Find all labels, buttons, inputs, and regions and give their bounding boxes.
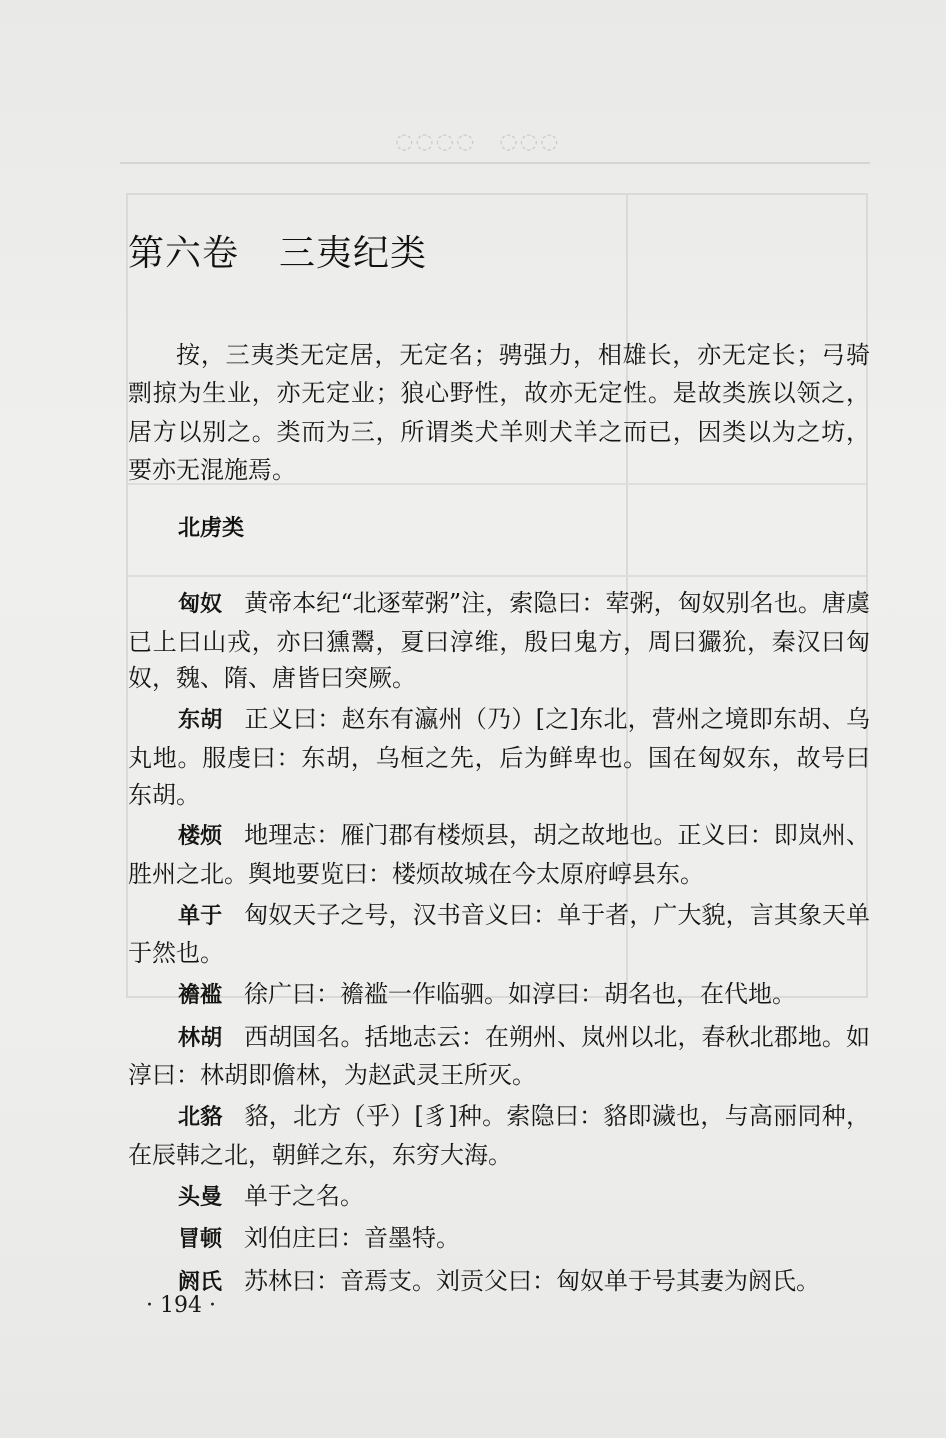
entry-text: 地理志：雁门郡有楼烦县，胡之故地也。正义曰：即岚州、胜州之北。舆地要览曰：楼烦故城在今太原府崞县东。 [128, 821, 870, 888]
entry-term: 北貉 [178, 1105, 223, 1131]
entry-text: 匈奴天子之号，汉书音义曰：单于者，广大貌，言其象天单于然也。 [128, 900, 870, 968]
entry [128, 1098, 870, 1173]
entry-list [128, 585, 870, 1306]
entry-text: 刘伯庄曰：音墨特。 [244, 1224, 461, 1253]
entry-term: 头曼 [178, 1184, 223, 1210]
entry-term: 楼烦 [178, 824, 223, 850]
chapter-volume: 第六卷 [128, 233, 240, 274]
intro-paragraph: 按，三夷类无定居，无定名；骋强力，相雄长，亦无定长；弓骑剽掠为生业，亦无定业；狼心野性，故亦无定性。是故类族以领之，居方以别之。类而为三，所谓类犬羊则犬羊之而已，因类以为之坊，要亦无混施焉。 [128, 341, 870, 484]
entry-text: 单于之名。 [244, 1181, 365, 1210]
entry [128, 701, 870, 813]
entry-text: 黄帝本纪“北逐荤粥”注，索隐曰：荤粥，匈奴别名也。唐虞已上曰山戎，亦曰獯鬻，夏曰淳维，殷曰鬼方，周曰玁狁，秦汉曰匈奴，魏、隋、唐皆曰突厥。 [128, 589, 870, 693]
entry [128, 585, 870, 697]
entry-text: 正义曰：赵东有瀛州（乃）[之]东北，营州之境即东胡、乌丸地。服虔曰：东胡，乌桓之先，后为鲜卑也。国在匈奴东，故号曰东胡。 [128, 705, 870, 809]
bleed-through-rule [120, 162, 870, 164]
entry-text: 苏林曰：音焉支。刘贡父曰：匈奴单于号其妻为阏氏。 [244, 1266, 821, 1295]
entry-term: 冒顿 [178, 1227, 223, 1253]
section-heading: 北虏类 [178, 516, 245, 541]
entry [128, 1263, 870, 1302]
page-number: · 194 · [146, 1293, 216, 1318]
entry-term: 阏氏 [178, 1269, 223, 1295]
entry [128, 817, 870, 892]
entry [128, 976, 870, 1015]
entry-term: 匈奴 [178, 592, 223, 617]
entry-text: 徐广曰：襜褴一作临驷。如淳曰：胡名也，在代地。 [244, 980, 797, 1009]
entry [128, 1019, 870, 1094]
chapter-title [128, 225, 427, 276]
entry-term: 单于 [178, 903, 223, 929]
entry [128, 1220, 870, 1259]
entry-term: 襜褴 [178, 983, 223, 1009]
entry-text: 西胡国名。括地志云：在朔州、岚州以北，春秋北郡地。如淳曰：林胡即儋林，为赵武灵王所灭。 [128, 1022, 870, 1090]
entry [128, 897, 870, 972]
entry-term: 林胡 [178, 1025, 223, 1051]
entry [128, 1178, 870, 1217]
bleed-through-header: ◌◌◌◌ ◌◌◌ [395, 129, 561, 153]
chapter-name: 三夷纪类 [279, 233, 428, 274]
entry-term: 东胡 [178, 708, 223, 734]
entry-text: 貉，北方（乎）[豸]种。索隐曰：貉即濊也，与高丽同种，在辰韩之北，朝鲜之东，东穷大海。 [128, 1102, 870, 1169]
